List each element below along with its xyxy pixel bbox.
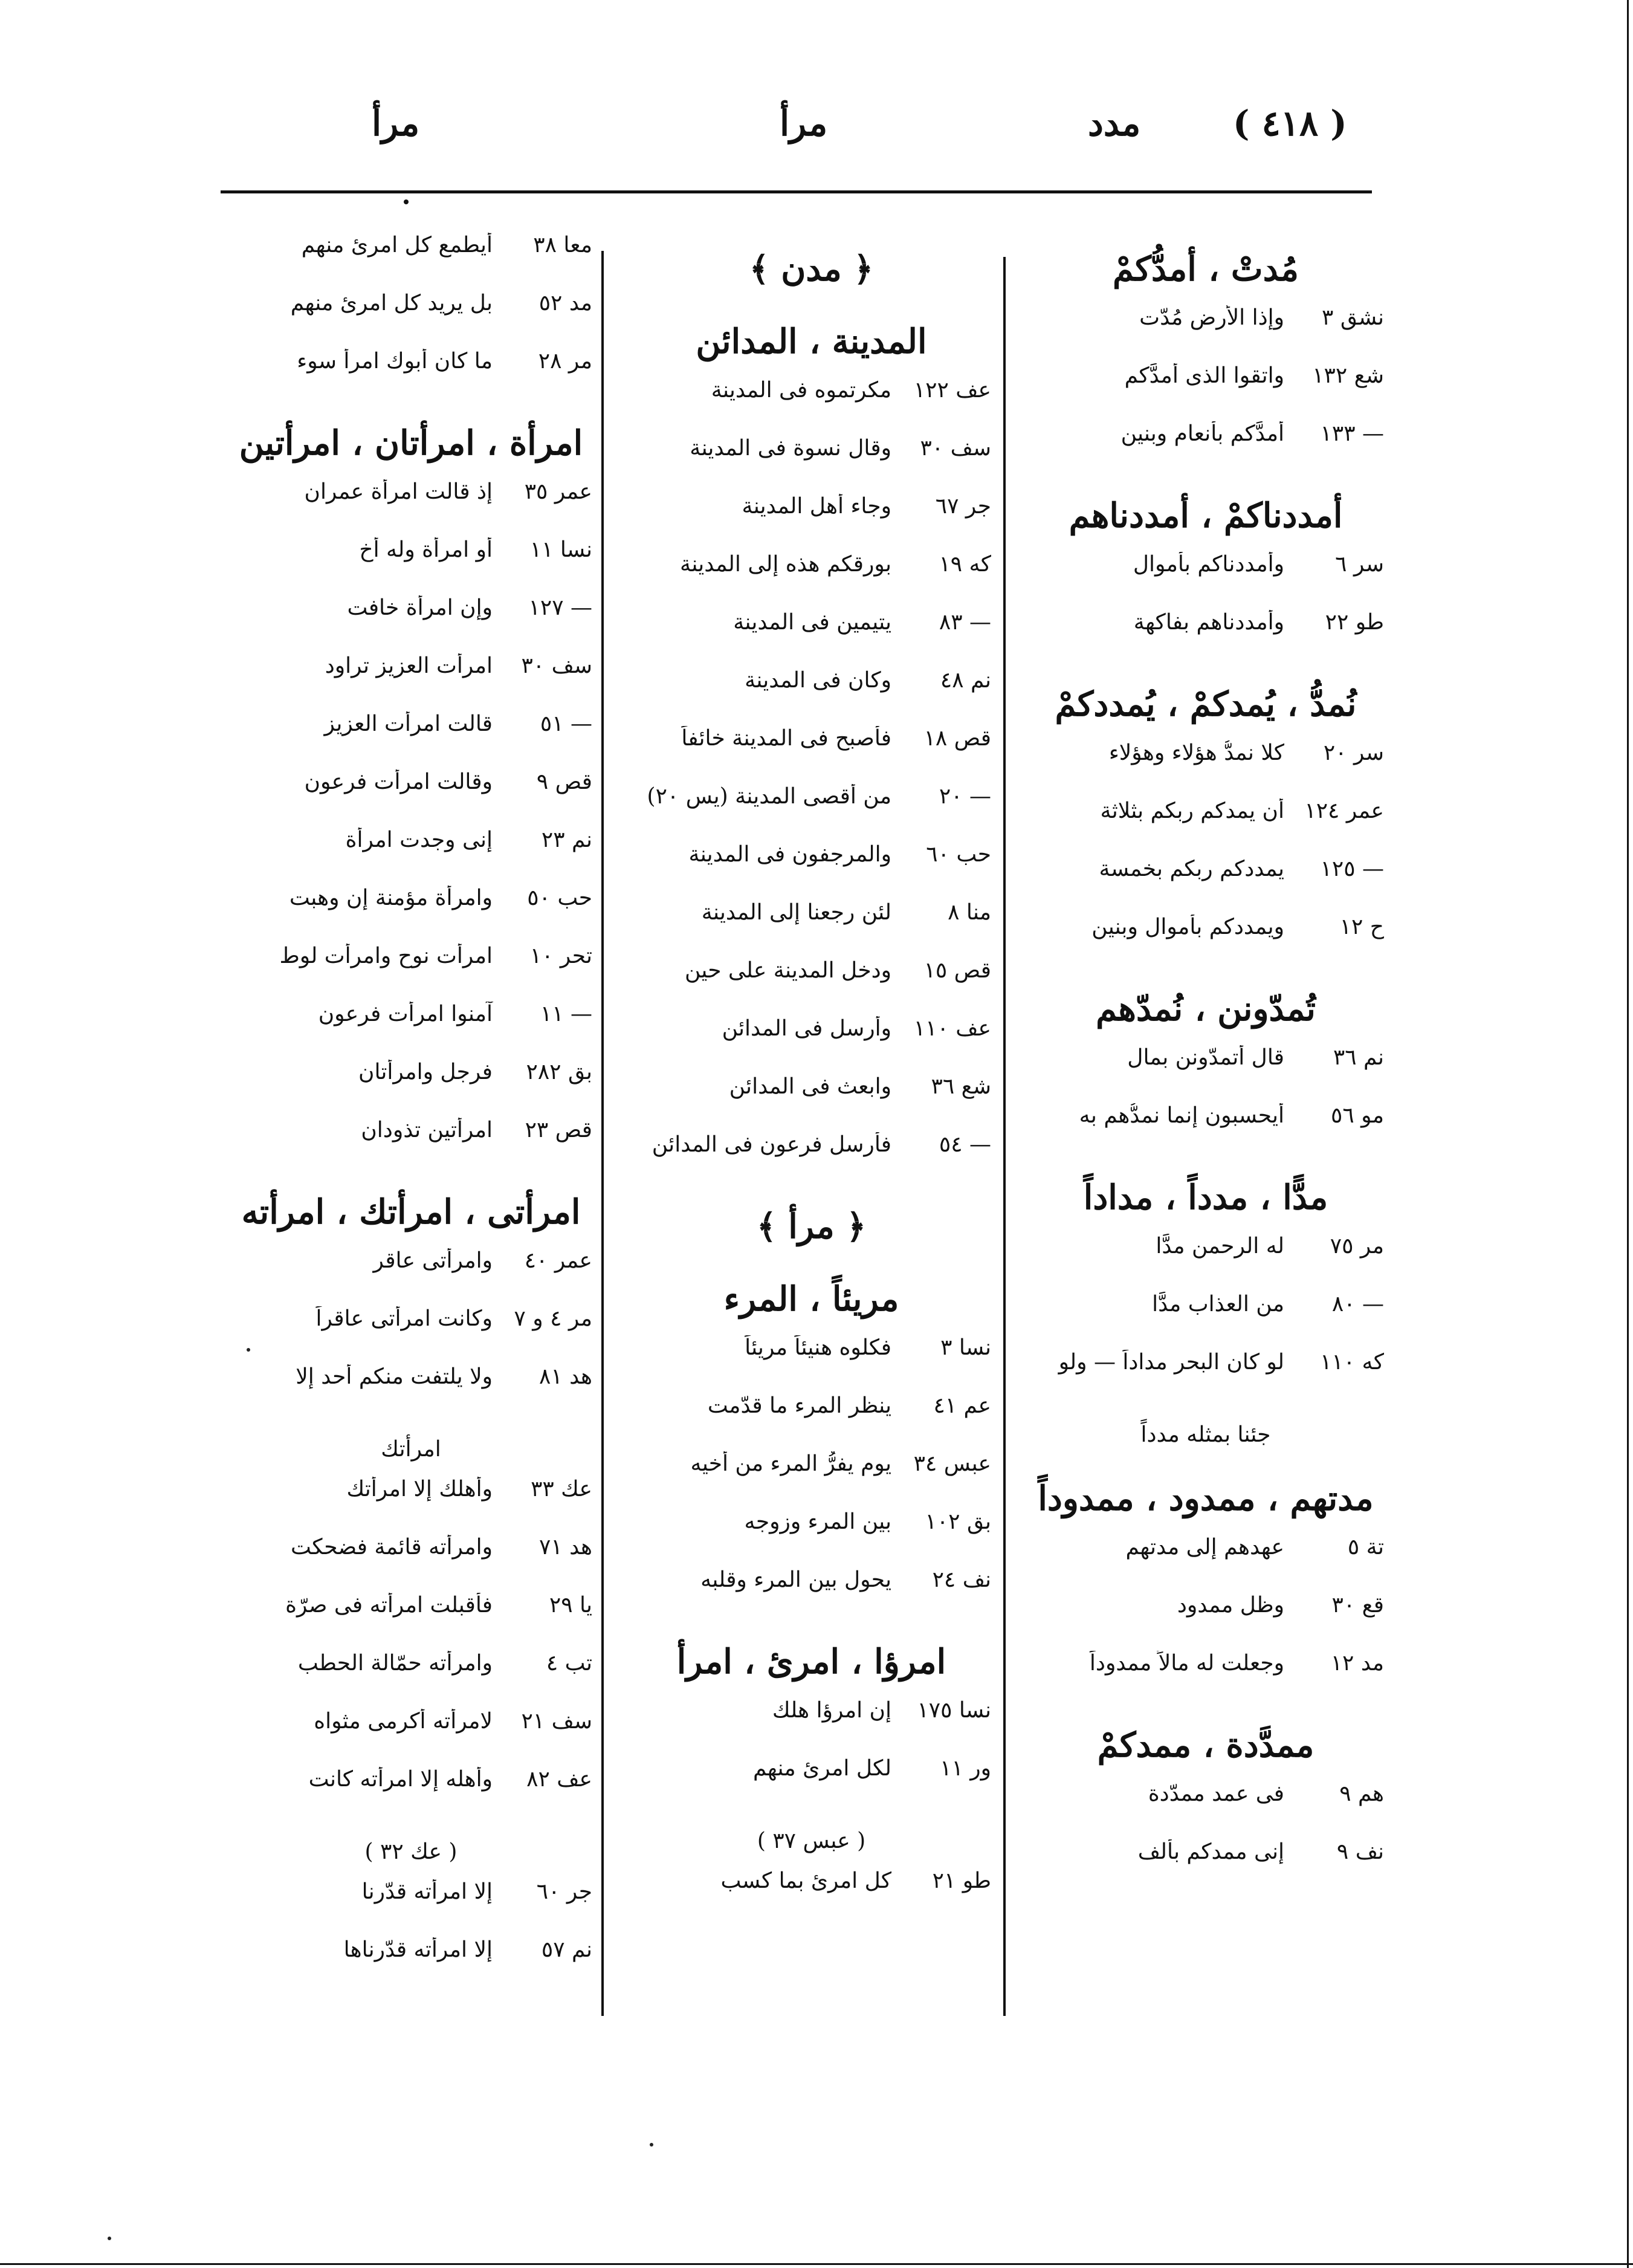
entry-list xyxy=(632,1335,991,1625)
entry-row xyxy=(1027,1593,1384,1651)
verse-excerpt: وأمددناهم بفاكهة xyxy=(1133,610,1284,635)
entry-row xyxy=(632,1393,991,1451)
entry-row xyxy=(1027,1045,1384,1103)
root-heading: ﴿ مرأ ﴾ xyxy=(756,1207,867,1246)
verse-reference: شع ١٣٢ xyxy=(1312,363,1384,388)
verse-excerpt: إلا امرأته قدّرناها xyxy=(343,1937,493,1962)
verse-reference: عمر ١٢٤ xyxy=(1304,799,1384,823)
entry-row xyxy=(230,1879,592,1937)
entry-row xyxy=(632,552,991,610)
verse-excerpt: قال أتمدّونن بمال xyxy=(1127,1045,1284,1070)
header-left-word: مرأ xyxy=(372,103,420,144)
header-rule xyxy=(221,190,1372,193)
entry-row xyxy=(632,1509,991,1567)
entry-row xyxy=(1027,1535,1384,1593)
entry-heading: ممدَّدة ، ممدكمْ xyxy=(1097,1725,1314,1765)
verse-reference: هم ٩ xyxy=(1339,1781,1384,1806)
entry-heading: مريئاً ، المرء xyxy=(723,1279,899,1319)
entry-list xyxy=(230,1477,592,1825)
verse-reference: نسا ١٧٥ xyxy=(917,1698,991,1723)
verse-excerpt: لكل امرئ منهم xyxy=(752,1756,891,1781)
verse-reference: تب ٤ xyxy=(546,1651,592,1676)
entry-row xyxy=(632,1698,991,1756)
verse-reference: عم ٤١ xyxy=(933,1393,991,1418)
scan-speck xyxy=(650,2143,653,2146)
verse-reference: حب ٥٠ xyxy=(527,886,592,910)
verse-reference: سف ٢١ xyxy=(521,1709,592,1734)
middle-column xyxy=(632,233,991,1926)
verse-reference: نم ٣٦ xyxy=(1333,1045,1384,1070)
verse-excerpt: بل يريد كل امرئ منهم xyxy=(290,291,493,316)
entry-heading: المدينة ، المدائن xyxy=(696,322,927,361)
entry-row xyxy=(632,900,991,958)
verse-reference: مر ٧٥ xyxy=(1330,1234,1384,1259)
verse-excerpt: وإذا الأرض مُدّت xyxy=(1139,305,1284,330)
entry-row xyxy=(632,1016,991,1074)
entry-list xyxy=(1027,1535,1384,1709)
verse-excerpt: يمددكم ربكم بخمسة xyxy=(1099,857,1284,881)
verse-reference: نشق ٣ xyxy=(1322,305,1384,330)
entry-row xyxy=(1027,915,1384,973)
verse-reference: كه ١٩ xyxy=(939,552,991,577)
entry-row xyxy=(632,958,991,1016)
scan-edge-line xyxy=(1627,0,1629,2268)
verse-reference: يا ٢٩ xyxy=(549,1593,592,1618)
verse-excerpt: فأقبلت امرأته فى صرّة xyxy=(285,1593,493,1618)
entry-list xyxy=(632,378,991,1190)
right-column xyxy=(1027,233,1384,1897)
entry-row xyxy=(1027,1350,1384,1408)
verse-reference: نف ٩ xyxy=(1336,1839,1384,1864)
entry-heading: امرأة ، امرأتان ، امرأتين xyxy=(239,423,583,463)
verse-excerpt: وجاء أهل المدينة xyxy=(742,494,891,519)
verse-excerpt: أمدَّكم بأنعام وبنين xyxy=(1120,421,1284,446)
entry-row xyxy=(1027,1103,1384,1161)
entry-row xyxy=(632,784,991,842)
verse-reference: عمر ٤٠ xyxy=(524,1248,592,1273)
verse-reference: هد ٧١ xyxy=(539,1535,592,1560)
entry-heading: تُمدّونن ، نُمدّهم xyxy=(1096,989,1316,1029)
entry-row xyxy=(632,1074,991,1132)
header-tick-mark xyxy=(404,199,409,204)
verse-excerpt: كل امرئ بما كسب xyxy=(720,1868,891,1893)
verse-excerpt: وأهله إلا امرأته كانت xyxy=(308,1767,493,1792)
verse-reference: مر ٤ و ٧ xyxy=(514,1306,592,1331)
verse-reference: بق ١٠٢ xyxy=(925,1509,991,1534)
entry-list xyxy=(230,233,592,407)
verse-reference: بق ٢٨٢ xyxy=(526,1060,592,1084)
entry-row xyxy=(230,1060,592,1118)
entry-row xyxy=(230,595,592,653)
entry-row xyxy=(1027,1234,1384,1292)
column-separator-right xyxy=(1003,257,1006,2016)
entry-row xyxy=(1027,1292,1384,1350)
verse-reference: — ١١ xyxy=(540,1002,592,1026)
verse-excerpt: أو امرأة وله أخ xyxy=(359,537,493,562)
entry-row xyxy=(1027,1839,1384,1897)
verse-reference: قع ٣٠ xyxy=(1331,1593,1384,1618)
verse-excerpt: لئن رجعنا إلى المدينة xyxy=(701,900,891,925)
verse-excerpt: ينظر المرء ما قدّمت xyxy=(707,1393,891,1418)
entry-list xyxy=(1027,305,1384,479)
verse-excerpt: إذ قالت امرأة عمران xyxy=(304,479,493,504)
verse-reference: طو ٢٢ xyxy=(1325,610,1384,635)
verse-excerpt: ودخل المدينة على حين xyxy=(684,958,891,983)
entry-row xyxy=(1027,552,1384,610)
page-number: ( ٤١٨ ) xyxy=(1233,103,1347,144)
verse-excerpt: له الرحمن مدًّا xyxy=(1156,1234,1284,1259)
entry-row xyxy=(230,349,592,407)
entry-row xyxy=(230,653,592,711)
entry-list xyxy=(230,1248,592,1422)
verse-excerpt: وابعث فى المدائن xyxy=(729,1074,891,1099)
verse-excerpt: فأصبح فى المدينة خائفاً xyxy=(681,726,891,751)
entry-row xyxy=(632,1868,991,1926)
verse-reference: قص ٩ xyxy=(536,770,592,794)
entry-row xyxy=(230,537,592,595)
entry-row xyxy=(1027,610,1384,668)
entry-row xyxy=(1027,305,1384,363)
verse-excerpt: من أقصى المدينة (يس ٢٠) xyxy=(647,784,891,809)
verse-excerpt: وأهلك إلا امرأتك xyxy=(346,1477,493,1502)
verse-excerpt: يحول بين المرء وقلبه xyxy=(700,1567,891,1592)
verse-reference: ور ١١ xyxy=(940,1756,991,1781)
scan-speck xyxy=(108,2237,111,2240)
verse-excerpt: امرأتين تذودان xyxy=(361,1118,493,1142)
entry-row xyxy=(230,828,592,886)
entry-list xyxy=(1027,1781,1384,1897)
verse-excerpt: فأرسل فرعون فى المدائن xyxy=(652,1132,891,1157)
verse-excerpt: ويمددكم بأموال وبنين xyxy=(1091,915,1284,939)
entry-row xyxy=(230,1364,592,1422)
continuation-line: جئنا بمثله مدداً xyxy=(1140,1422,1271,1447)
verse-excerpt: من العذاب مدًّا xyxy=(1152,1292,1284,1317)
entry-list xyxy=(632,1868,991,1926)
entry-row xyxy=(1027,740,1384,799)
verse-excerpt: يتيمين فى المدينة xyxy=(733,610,891,635)
verse-excerpt: وجعلت له مالاً ممدوداً xyxy=(1089,1651,1284,1676)
verse-reference: عف ١٢٢ xyxy=(913,378,991,403)
entry-list xyxy=(230,479,592,1176)
verse-reference: سف ٣٠ xyxy=(521,653,592,678)
verse-reference: سف ٣٠ xyxy=(920,436,991,461)
entry-heading: مدتهم ، ممدود ، ممدوداً xyxy=(1038,1479,1374,1518)
verse-reference: شع ٣٦ xyxy=(931,1074,991,1099)
entry-row xyxy=(632,1132,991,1190)
verse-excerpt: لو كان البحر مداداً — ولو xyxy=(1058,1350,1284,1375)
verse-reference: جر ٦٠ xyxy=(536,1879,592,1904)
entry-row xyxy=(632,842,991,900)
verse-reference: ح ١٢ xyxy=(1339,915,1384,939)
verse-reference: نف ٢٤ xyxy=(932,1567,991,1592)
entry-row xyxy=(632,1567,991,1625)
verse-excerpt: وإن امرأة خافت xyxy=(347,595,493,620)
verse-reference: مر ٢٨ xyxy=(538,349,592,374)
page-header xyxy=(218,103,1372,169)
verse-excerpt: إنى ممدكم بألف xyxy=(1137,1839,1284,1864)
entry-row xyxy=(230,233,592,291)
verse-excerpt: أيطمع كل امرئ منهم xyxy=(301,233,493,258)
verse-excerpt: وامرأته حمّالة الحطب xyxy=(297,1651,493,1676)
verse-excerpt: فرجل وامرأتان xyxy=(358,1060,493,1084)
entry-list xyxy=(632,1698,991,1814)
entry-row xyxy=(1027,363,1384,421)
header-center-word: مرأ xyxy=(780,103,828,144)
entry-row xyxy=(230,1709,592,1767)
verse-excerpt: أيحسبون إنما نمدُّهم به xyxy=(1079,1103,1284,1128)
verse-excerpt: وكان فى المدينة xyxy=(745,668,891,693)
scan-speck xyxy=(247,1348,250,1352)
entry-heading: مدًّا ، مدداً ، مداداً xyxy=(1083,1178,1328,1217)
verse-excerpt: وكانت امرأتى عاقراً xyxy=(315,1306,493,1331)
entry-list xyxy=(1027,1045,1384,1161)
verse-excerpt: وقالت امرأت فرعون xyxy=(304,770,493,794)
verse-reference: نسا ١١ xyxy=(529,537,592,562)
verse-excerpt: واتقوا الذى أمدَّكم xyxy=(1124,363,1284,388)
verse-excerpt: كلا نمدُّ هؤلاء وهؤلاء xyxy=(1108,740,1284,765)
entry-row xyxy=(632,436,991,494)
entry-heading: امرؤا ، امرئ ، امرأ xyxy=(676,1642,946,1682)
entry-row xyxy=(632,726,991,784)
verse-excerpt: امرأت العزيز تراود xyxy=(325,653,493,678)
verse-excerpt: امرأت نوح وامرأت لوط xyxy=(279,944,493,968)
verse-reference: مد ١٢ xyxy=(1330,1651,1384,1676)
entry-row xyxy=(1027,421,1384,479)
verse-reference: — ٥١ xyxy=(540,711,592,736)
entry-row xyxy=(1027,799,1384,857)
entry-row xyxy=(230,711,592,770)
cross-reference-note: ( عك ٣٢ ) xyxy=(364,1839,458,1864)
verse-excerpt: والمرجفون فى المدينة xyxy=(688,842,891,867)
entry-heading: امرأتى ، امرأتك ، امرأته xyxy=(241,1192,581,1232)
entry-row xyxy=(632,610,991,668)
entry-list xyxy=(230,1879,592,1995)
scan-edge-line xyxy=(0,2263,1633,2265)
verse-excerpt: وأرسل فى المدائن xyxy=(722,1016,891,1041)
verse-excerpt: يوم يفرُّ المرء من أخيه xyxy=(690,1451,891,1476)
verse-excerpt: إلا امرأته قدّرنا xyxy=(361,1879,493,1904)
verse-excerpt: قالت امرأت العزيز xyxy=(324,711,493,736)
verse-reference: — ١٣٣ xyxy=(1320,421,1384,446)
entry-heading: نُمدُّ ، يُمدكمْ ، يُمددكمْ xyxy=(1055,684,1357,724)
verse-reference: نسا ٣ xyxy=(940,1335,991,1360)
entry-row xyxy=(1027,857,1384,915)
entry-heading: مُدتْ ، أمدُّكمْ xyxy=(1112,249,1299,289)
entry-row xyxy=(230,291,592,349)
entry-row xyxy=(230,1477,592,1535)
verse-excerpt: وامرأتى عاقر xyxy=(373,1248,493,1273)
cross-reference-note: ( عبس ٣٧ ) xyxy=(757,1829,866,1853)
entry-heading: أمددناكمْ ، أمددناهم xyxy=(1069,496,1343,536)
verse-excerpt: وظل ممدود xyxy=(1177,1593,1284,1618)
verse-excerpt: ولا يلتفت منكم أحد إلا xyxy=(296,1364,493,1389)
verse-reference: قص ٢٣ xyxy=(525,1118,592,1142)
verse-excerpt: بين المرء وزوجه xyxy=(744,1509,891,1534)
entry-row xyxy=(230,770,592,828)
verse-reference: منا ٨ xyxy=(948,900,991,925)
verse-reference: سر ٢٠ xyxy=(1323,740,1384,765)
verse-reference: تحر ١٠ xyxy=(529,944,592,968)
verse-excerpt: ما كان أبوك امرأ سوء xyxy=(297,349,493,374)
verse-reference: — ١٢٧ xyxy=(528,595,592,620)
left-column xyxy=(230,233,592,1995)
verse-reference: نم ٢٣ xyxy=(541,828,592,852)
verse-reference: عمر ٣٥ xyxy=(524,479,592,504)
verse-reference: نم ٤٨ xyxy=(940,668,991,693)
entry-row xyxy=(230,944,592,1002)
column-separator-left xyxy=(601,251,604,2016)
entry-row xyxy=(230,1118,592,1176)
entry-row xyxy=(632,1335,991,1393)
entry-row xyxy=(632,1451,991,1509)
verse-excerpt: مكرتموه فى المدينة xyxy=(711,378,891,403)
entry-row xyxy=(230,1248,592,1306)
verse-excerpt: إن امرؤا هلك xyxy=(772,1698,891,1723)
verse-reference: طو ٢١ xyxy=(932,1868,991,1893)
entry-row xyxy=(230,1651,592,1709)
entry-row xyxy=(632,378,991,436)
entry-row xyxy=(1027,1651,1384,1709)
root-heading: ﴿ مدن ﴾ xyxy=(749,249,874,289)
verse-excerpt: وقال نسوة فى المدينة xyxy=(690,436,891,461)
verse-reference: هد ٨١ xyxy=(539,1364,592,1389)
verse-excerpt: عهدهم إلى مدتهم xyxy=(1125,1535,1284,1560)
entry-list xyxy=(1027,552,1384,668)
verse-excerpt: وامرأته قائمة فضحكت xyxy=(291,1535,493,1560)
verse-excerpt: فكلوه هنيئاً مريئاً xyxy=(745,1335,891,1360)
verse-reference: قص ١٨ xyxy=(923,726,991,751)
verse-reference: — ٥٤ xyxy=(939,1132,991,1157)
verse-reference: تة ٥ xyxy=(1347,1535,1384,1560)
entry-row xyxy=(230,1535,592,1593)
verse-reference: عبس ٣٤ xyxy=(913,1451,991,1476)
verse-excerpt: وامرأة مؤمنة إن وهبت xyxy=(289,886,493,910)
entry-row xyxy=(632,494,991,552)
entry-row xyxy=(1027,1781,1384,1839)
verse-reference: قص ١٥ xyxy=(923,958,991,983)
entry-row xyxy=(230,1593,592,1651)
verse-reference: عف ١١٠ xyxy=(913,1016,991,1041)
entry-list xyxy=(1027,740,1384,973)
verse-reference: عك ٣٣ xyxy=(531,1477,592,1502)
verse-reference: مو ٥٦ xyxy=(1331,1103,1384,1128)
entry-row xyxy=(230,1002,592,1060)
verse-reference: — ٨٠ xyxy=(1331,1292,1384,1317)
verse-reference: معا ٣٨ xyxy=(533,233,592,258)
continuation-line: امرأتك xyxy=(381,1437,441,1462)
verse-reference: مد ٥٢ xyxy=(538,291,592,316)
verse-reference: حب ٦٠ xyxy=(926,842,991,867)
verse-excerpt: بورقكم هذه إلى المدينة xyxy=(680,552,891,577)
verse-reference: — ٢٠ xyxy=(939,784,991,809)
verse-reference: عف ٨٢ xyxy=(526,1767,592,1792)
verse-reference: سر ٦ xyxy=(1335,552,1384,577)
entry-row xyxy=(230,479,592,537)
entry-row xyxy=(230,1937,592,1995)
entry-row xyxy=(230,1306,592,1364)
verse-excerpt: وأمددناكم بأموال xyxy=(1133,552,1284,577)
verse-excerpt: إنى وجدت امرأة xyxy=(345,828,493,852)
entry-row xyxy=(230,886,592,944)
verse-excerpt: لامرأته أكرمى مثواه xyxy=(314,1709,493,1734)
verse-reference: نم ٥٧ xyxy=(541,1937,592,1962)
verse-reference: كه ١١٠ xyxy=(1320,1350,1384,1375)
entry-row xyxy=(632,668,991,726)
verse-excerpt: فى عمد ممدّدة xyxy=(1148,1781,1284,1806)
verse-reference: — ٨٣ xyxy=(939,610,991,635)
verse-excerpt: أن يمدكم ربكم بثلاثة xyxy=(1100,799,1284,823)
entry-row xyxy=(230,1767,592,1825)
entry-list xyxy=(1027,1234,1384,1408)
header-current-word: مدد xyxy=(1088,103,1141,144)
verse-reference: — ١٢٥ xyxy=(1320,857,1384,881)
entry-row xyxy=(632,1756,991,1814)
verse-reference: جر ٦٧ xyxy=(935,494,991,519)
verse-excerpt: آمنوا امرأت فرعون xyxy=(318,1002,493,1026)
